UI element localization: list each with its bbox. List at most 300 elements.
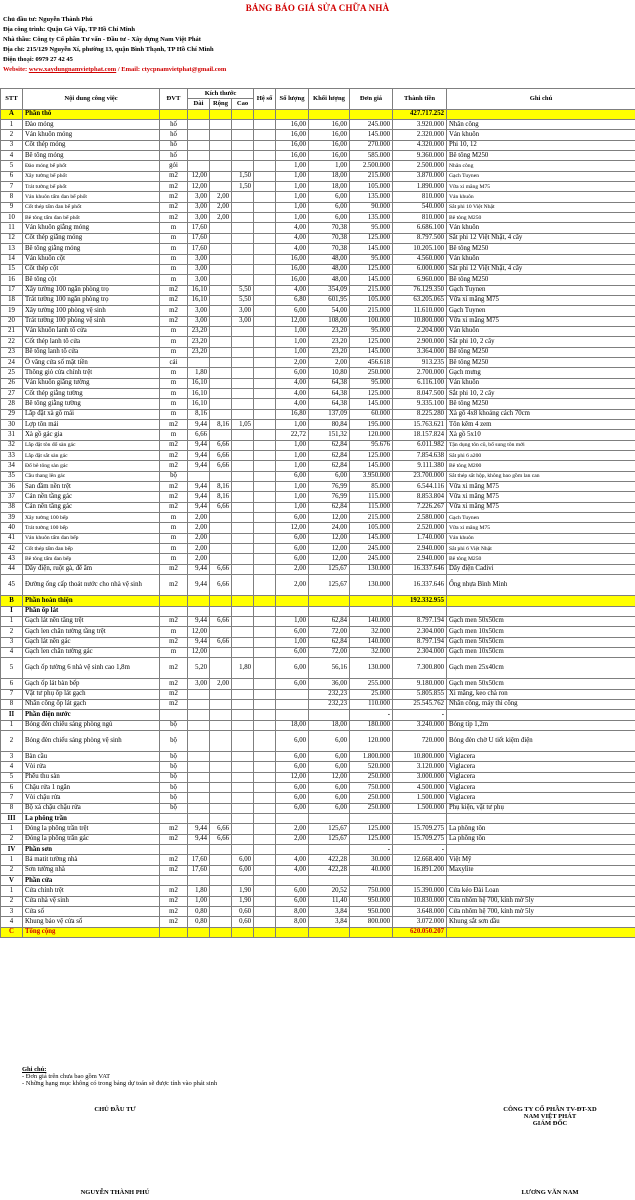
cell-volume: 80,84 xyxy=(309,420,350,430)
cell-note: Vữa xi măng M75 xyxy=(447,182,635,192)
cell-unit-price: 215.000 xyxy=(350,171,393,181)
cell-height: 3,00 xyxy=(232,306,254,316)
cell-length: 2,00 xyxy=(188,533,210,543)
cell-count: 4,00 xyxy=(276,233,309,243)
cell-length: 9,44 xyxy=(188,834,210,844)
cell-total: 2.320.000 xyxy=(393,130,447,140)
cell-unit: m xyxy=(160,264,188,274)
cell-height xyxy=(232,772,254,782)
cell-height xyxy=(232,575,254,596)
cell-unit-price: 250.000 xyxy=(350,772,393,782)
cell-total: 4.500.000 xyxy=(393,782,447,792)
cell-width xyxy=(210,876,232,886)
cell-width xyxy=(210,782,232,792)
cell-total: 23.700.000 xyxy=(393,471,447,481)
cell-unit: m2 xyxy=(160,699,188,709)
cell-unit: hố xyxy=(160,130,188,140)
cell-total: 810.000 xyxy=(393,192,447,202)
table-row xyxy=(1,762,635,772)
table-row xyxy=(1,544,635,554)
cell-note: Xi măng, keo chà ron xyxy=(447,689,635,699)
cell-volume: 23,20 xyxy=(309,326,350,336)
cell-note: Gạch Tuynen xyxy=(447,513,635,523)
table-row xyxy=(1,865,635,875)
cell-note: Bê tông M250 xyxy=(447,244,635,254)
cell-content: Lắp đặt xà gồ mái xyxy=(23,409,160,419)
table-body xyxy=(1,109,635,937)
cell-volume: 23,20 xyxy=(309,337,350,347)
cell-content: Đường ống cấp thoát nước cho nhà vệ sinh xyxy=(23,575,160,596)
cell-width xyxy=(210,544,232,554)
cell-unit: m xyxy=(160,399,188,409)
company-name-line1: CÔNG TY CỔ PHẦN TV-ĐT-XD xyxy=(503,1106,597,1113)
cell-length: 9,44 xyxy=(188,451,210,461)
cell-stt: 11 xyxy=(1,223,23,233)
cell-note: Viglacera xyxy=(447,782,635,792)
cell-unit: m2 xyxy=(160,213,188,223)
cell-unit-price: 145.000 xyxy=(350,533,393,543)
cell-width: 6,66 xyxy=(210,451,232,461)
cell-unit-price: 135.000 xyxy=(350,192,393,202)
cell-height xyxy=(232,233,254,243)
cell-height xyxy=(232,326,254,336)
cell-content: San đầm nền trệt xyxy=(23,482,160,492)
cell-volume: 12,00 xyxy=(309,533,350,543)
cell-count: 4,00 xyxy=(276,285,309,295)
cell-stt: 18 xyxy=(1,295,23,305)
cell-height xyxy=(232,461,254,471)
cell-height xyxy=(232,440,254,450)
table-row xyxy=(1,554,635,564)
cell-unit-price: 135.000 xyxy=(350,213,393,223)
cell-height xyxy=(232,523,254,533)
table-row xyxy=(1,471,635,481)
cell-stt: 1 xyxy=(1,120,23,130)
cell-volume xyxy=(309,710,350,720)
cell-unit-price: 95.676 xyxy=(350,440,393,450)
cell-length: 3,00 xyxy=(188,202,210,212)
cell-length xyxy=(188,357,210,367)
cell-volume: 16,00 xyxy=(309,140,350,150)
cell-content: Bê tông tấm đan bể phốt xyxy=(23,213,160,223)
cell-length: 17,60 xyxy=(188,223,210,233)
cell-unit-price: 32.000 xyxy=(350,627,393,637)
company-role: GIÁM ĐỐC xyxy=(532,1120,568,1127)
cell-stt: 35 xyxy=(1,471,23,481)
cell-width xyxy=(210,762,232,772)
cell-unit: m2 xyxy=(160,616,188,626)
cell-total: 16.337.646 xyxy=(393,564,447,574)
cell-coefficient xyxy=(254,223,276,233)
cell-content: Bê tông tấm đan bếp xyxy=(23,554,160,564)
cell-content: Thông giỏ cửa chính trệt xyxy=(23,368,160,378)
cell-unit-price: 140.000 xyxy=(350,637,393,647)
cell-stt: 1 xyxy=(1,824,23,834)
cell-unit-price: 145.000 xyxy=(350,461,393,471)
cell-count: 6,00 xyxy=(276,762,309,772)
website-link[interactable]: www.xaydungnamvietphat.com xyxy=(28,66,117,73)
cell-total: 11.610.000 xyxy=(393,306,447,316)
cell-stt: 31 xyxy=(1,430,23,440)
cell-stt: 2 xyxy=(1,896,23,906)
cell-total: 6.960.000 xyxy=(393,275,447,285)
cell-length: 16,10 xyxy=(188,399,210,409)
cell-height xyxy=(232,647,254,657)
cell-volume: 54,00 xyxy=(309,306,350,316)
cell-note: Việt Mỹ xyxy=(447,855,635,865)
cell-coefficient xyxy=(254,492,276,502)
cell-unit-price: 585.000 xyxy=(350,151,393,161)
cell-height xyxy=(232,554,254,564)
cell-coefficient xyxy=(254,202,276,212)
cell-unit-price: 130.000 xyxy=(350,658,393,679)
cell-width xyxy=(210,378,232,388)
cell-count xyxy=(276,699,309,709)
cell-coefficient xyxy=(254,554,276,564)
cell-content: Ván khuôn tấm đan bể phốt xyxy=(23,192,160,202)
cell-total: 2.304.000 xyxy=(393,647,447,657)
cell-stt: 14 xyxy=(1,254,23,264)
cell-volume: 6,00 xyxy=(309,793,350,803)
cell-volume: 64,38 xyxy=(309,378,350,388)
cell-length xyxy=(188,793,210,803)
cell-stt: C xyxy=(1,927,23,937)
cell-unit-price: 800.000 xyxy=(350,917,393,927)
cell-coefficient xyxy=(254,295,276,305)
table-row xyxy=(1,834,635,844)
cell-volume xyxy=(309,606,350,616)
cell-note: Bê tông M250 xyxy=(447,357,635,367)
cell-height xyxy=(232,533,254,543)
cell-unit xyxy=(160,596,188,606)
cell-unit-price: 270.000 xyxy=(350,140,393,150)
cell-total xyxy=(393,876,447,886)
cell-width xyxy=(210,120,232,130)
cell-stt: 2 xyxy=(1,865,23,875)
cell-count xyxy=(276,606,309,616)
cell-total: 720.000 xyxy=(393,730,447,751)
cell-unit-price: 60.000 xyxy=(350,409,393,419)
cell-height xyxy=(232,151,254,161)
cell-width xyxy=(210,368,232,378)
cell-volume: 12,00 xyxy=(309,513,350,523)
cell-unit-price: 95.000 xyxy=(350,254,393,264)
cell-height xyxy=(232,637,254,647)
cell-width xyxy=(210,306,232,316)
cell-coefficient xyxy=(254,388,276,398)
cell-content: Gạch lát nền tầng trệt xyxy=(23,616,160,626)
cell-content: Ván khuôn tấm đan bếp xyxy=(23,533,160,543)
cell-stt: 34 xyxy=(1,461,23,471)
table-row xyxy=(1,824,635,834)
cell-volume: 6,00 xyxy=(309,471,350,481)
cell-height xyxy=(232,254,254,264)
cell-stt: 24 xyxy=(1,357,23,367)
cell-coefficient xyxy=(254,855,276,865)
table-row xyxy=(1,378,635,388)
cell-total: 2.700.000 xyxy=(393,368,447,378)
cell-coefficient xyxy=(254,793,276,803)
cell-volume: 10,80 xyxy=(309,368,350,378)
cell-width xyxy=(210,720,232,730)
cell-volume: 18,00 xyxy=(309,171,350,181)
cell-unit-price: 245.000 xyxy=(350,544,393,554)
table-row xyxy=(1,564,635,574)
cell-height xyxy=(232,814,254,824)
cell-length: 23,20 xyxy=(188,326,210,336)
table-row xyxy=(1,420,635,430)
cell-note: Gạch Tuynen xyxy=(447,285,635,295)
cell-width xyxy=(210,244,232,254)
cell-length: 1,80 xyxy=(188,886,210,896)
table-row xyxy=(1,803,635,813)
cell-content: Lợp tôn mái xyxy=(23,420,160,430)
cell-height xyxy=(232,213,254,223)
cell-length: 9,44 xyxy=(188,637,210,647)
cell-length: 9,44 xyxy=(188,502,210,512)
cell-height xyxy=(232,223,254,233)
cell-height xyxy=(232,399,254,409)
cell-unit-price: 245.000 xyxy=(350,120,393,130)
cell-width xyxy=(210,109,232,119)
cell-unit-price: 250.000 xyxy=(350,793,393,803)
cell-unit-price: 105.000 xyxy=(350,295,393,305)
cell-coefficient xyxy=(254,130,276,140)
cell-unit-price: 245.000 xyxy=(350,554,393,564)
cell-total: 9.111.380 xyxy=(393,461,447,471)
table-row xyxy=(1,171,635,181)
cell-volume: 62,84 xyxy=(309,461,350,471)
cell-length: 3,00 xyxy=(188,275,210,285)
cell-stt: 2 xyxy=(1,834,23,844)
cell-height: 1,80 xyxy=(232,658,254,679)
cell-count: 16,00 xyxy=(276,140,309,150)
cell-unit-price: 145.000 xyxy=(350,244,393,254)
cell-coefficient xyxy=(254,865,276,875)
cell-content: Bả matit tường nhà xyxy=(23,855,160,865)
cell-unit-price: 30.000 xyxy=(350,855,393,865)
header-unit: ĐVT xyxy=(160,89,188,110)
cell-coefficient xyxy=(254,461,276,471)
cell-content: Trát tường 100 bếp xyxy=(23,523,160,533)
cell-total: 810.000 xyxy=(393,213,447,223)
cell-width xyxy=(210,751,232,761)
cell-unit: bộ xyxy=(160,803,188,813)
cell-coefficient xyxy=(254,927,276,937)
cell-unit-price: 125.000 xyxy=(350,824,393,834)
cell-width xyxy=(210,647,232,657)
cell-unit: m2 xyxy=(160,907,188,917)
cell-coefficient xyxy=(254,886,276,896)
cell-total: 1.890.000 xyxy=(393,182,447,192)
cell-coefficient xyxy=(254,213,276,223)
cell-content: Đóng la phông trần trệt xyxy=(23,824,160,834)
cell-total: 427.717.252 xyxy=(393,109,447,119)
cell-height xyxy=(232,824,254,834)
cell-note: Cửa nhôm hệ 700, kính mờ 5ly xyxy=(447,907,635,917)
cell-note: Sắt phi 10, 2 cây xyxy=(447,337,635,347)
table-row xyxy=(1,513,635,523)
table-row xyxy=(1,699,635,709)
cell-stt: 1 xyxy=(1,855,23,865)
cell-height: 6,00 xyxy=(232,855,254,865)
cell-volume: 76,99 xyxy=(309,482,350,492)
cell-total: 7.300.800 xyxy=(393,658,447,679)
cell-note: Sắt phi 10 Việt Nhật xyxy=(447,202,635,212)
cell-content: Bóng đèn chiếu sáng phòng vệ sinh xyxy=(23,730,160,751)
cell-content: Bê tông giằng móng xyxy=(23,244,160,254)
cell-width xyxy=(210,523,232,533)
cell-total: 8.797.194 xyxy=(393,637,447,647)
cell-volume xyxy=(309,596,350,606)
section-row xyxy=(1,109,635,119)
cell-total: 15.763.621 xyxy=(393,420,447,430)
cell-stt: 26 xyxy=(1,378,23,388)
table-row xyxy=(1,233,635,243)
cell-content: Cốt thép giằng móng xyxy=(23,233,160,243)
table-row xyxy=(1,182,635,192)
cell-content: Phần cửa xyxy=(23,876,160,886)
cell-count: 16,00 xyxy=(276,151,309,161)
cell-coefficient xyxy=(254,409,276,419)
cell-stt: 3 xyxy=(1,637,23,647)
cell-stt: 16 xyxy=(1,275,23,285)
cell-unit: m2 xyxy=(160,420,188,430)
cell-length xyxy=(188,720,210,730)
cell-coefficient xyxy=(254,337,276,347)
cell-content: Vòi chậu rửa xyxy=(23,793,160,803)
cell-content: Đóng la phông trần gác xyxy=(23,834,160,844)
cell-total: 2.204.000 xyxy=(393,326,447,336)
cell-length xyxy=(188,876,210,886)
table-row xyxy=(1,689,635,699)
cell-height xyxy=(232,202,254,212)
cell-unit-price xyxy=(350,927,393,937)
cell-content: Ván khuôn móng xyxy=(23,130,160,140)
cell-content: Xây tường bể phốt xyxy=(23,171,160,181)
table-row xyxy=(1,202,635,212)
cell-note: Sắt phi 10, 2 cây xyxy=(447,388,635,398)
cell-unit: m2 xyxy=(160,171,188,181)
cell-content: Trát tường 100 phòng vệ sinh xyxy=(23,316,160,326)
notes-heading: Ghi chú: xyxy=(22,1066,47,1073)
cell-total: - xyxy=(393,710,447,720)
cell-coefficient xyxy=(254,316,276,326)
cell-unit: hố xyxy=(160,151,188,161)
cell-unit-price: 105.000 xyxy=(350,182,393,192)
cell-count xyxy=(276,109,309,119)
cell-count xyxy=(276,814,309,824)
cell-note: Ván khuôn xyxy=(447,378,635,388)
cell-unit: bộ xyxy=(160,762,188,772)
cell-coefficient xyxy=(254,378,276,388)
cell-width xyxy=(210,689,232,699)
cell-count: 6,00 xyxy=(276,886,309,896)
cell-count: 6,00 xyxy=(276,513,309,523)
cell-width: 6,66 xyxy=(210,637,232,647)
cell-total: 620.050.207 xyxy=(393,927,447,937)
quotation-table xyxy=(0,88,635,938)
cell-unit: m2 xyxy=(160,451,188,461)
table-row xyxy=(1,679,635,689)
cell-volume: 6,00 xyxy=(309,782,350,792)
table-row xyxy=(1,254,635,264)
cell-length: 3,00 xyxy=(188,213,210,223)
cell-coefficient xyxy=(254,533,276,543)
cell-volume: 151,32 xyxy=(309,430,350,440)
cell-length: 16,10 xyxy=(188,295,210,305)
cell-stt: 9 xyxy=(1,202,23,212)
cell-length: 3,00 xyxy=(188,316,210,326)
cell-total: 9.335.100 xyxy=(393,399,447,409)
cell-volume: 16,00 xyxy=(309,120,350,130)
cell-width xyxy=(210,233,232,243)
cell-height: 1,90 xyxy=(232,896,254,906)
cell-width xyxy=(210,430,232,440)
cell-volume: 64,38 xyxy=(309,388,350,398)
table-row xyxy=(1,399,635,409)
cell-total: 3.120.000 xyxy=(393,762,447,772)
cell-note: Gạch men 10x50cm xyxy=(447,627,635,637)
cell-unit-price: 750.000 xyxy=(350,782,393,792)
cell-height xyxy=(232,502,254,512)
cell-count: 1,00 xyxy=(276,192,309,202)
cell-height xyxy=(232,264,254,274)
cell-volume: 36,00 xyxy=(309,679,350,689)
table-row xyxy=(1,430,635,440)
cell-width: 2,00 xyxy=(210,192,232,202)
section-row xyxy=(1,710,635,720)
table-row xyxy=(1,337,635,347)
cell-width: 6,66 xyxy=(210,461,232,471)
cell-coefficient xyxy=(254,120,276,130)
cell-unit: m2 xyxy=(160,689,188,699)
cell-count: 1,00 xyxy=(276,213,309,223)
cell-note: Gạch men 25x40cm xyxy=(447,658,635,679)
owner-line: Chủ đầu tư: Nguyễn Thành Phú xyxy=(3,16,93,23)
cell-volume: 125,67 xyxy=(309,834,350,844)
cell-volume: 12,00 xyxy=(309,554,350,564)
cell-volume: 70,38 xyxy=(309,244,350,254)
cell-content: Cán nền tầng gác xyxy=(23,502,160,512)
cell-width xyxy=(210,130,232,140)
cell-coefficient xyxy=(254,399,276,409)
cell-volume: 6,00 xyxy=(309,751,350,761)
cell-content: Cửa sổ xyxy=(23,907,160,917)
cell-length xyxy=(188,161,210,171)
cell-count: 6,00 xyxy=(276,782,309,792)
cell-length xyxy=(188,845,210,855)
cell-length: 23,20 xyxy=(188,337,210,347)
cell-note: Sắt phi 12 Việt Nhật, 4 cây xyxy=(447,233,635,243)
cell-height xyxy=(232,803,254,813)
cell-note: La phông tôn xyxy=(447,824,635,834)
cell-height xyxy=(232,564,254,574)
note-line-2: - Những hạng mục không có trong bảng dự toán sẽ được tính vào phát sinh xyxy=(22,1080,218,1087)
cell-count: 1,00 xyxy=(276,616,309,626)
note-line-1: - Đơn giá trên chưa bao gồm VAT xyxy=(22,1073,111,1080)
cell-content: Xà gồ gác gia xyxy=(23,430,160,440)
cell-content: Khung bảo vệ cửa sổ xyxy=(23,917,160,927)
cell-volume: 12,00 xyxy=(309,544,350,554)
cell-count xyxy=(276,710,309,720)
cell-unit: m2 xyxy=(160,440,188,450)
cell-total: 2.900.000 xyxy=(393,337,447,347)
cell-count xyxy=(276,596,309,606)
cell-stt: 6 xyxy=(1,782,23,792)
cell-total: 63.205.065 xyxy=(393,295,447,305)
grand-total-row xyxy=(1,927,635,937)
